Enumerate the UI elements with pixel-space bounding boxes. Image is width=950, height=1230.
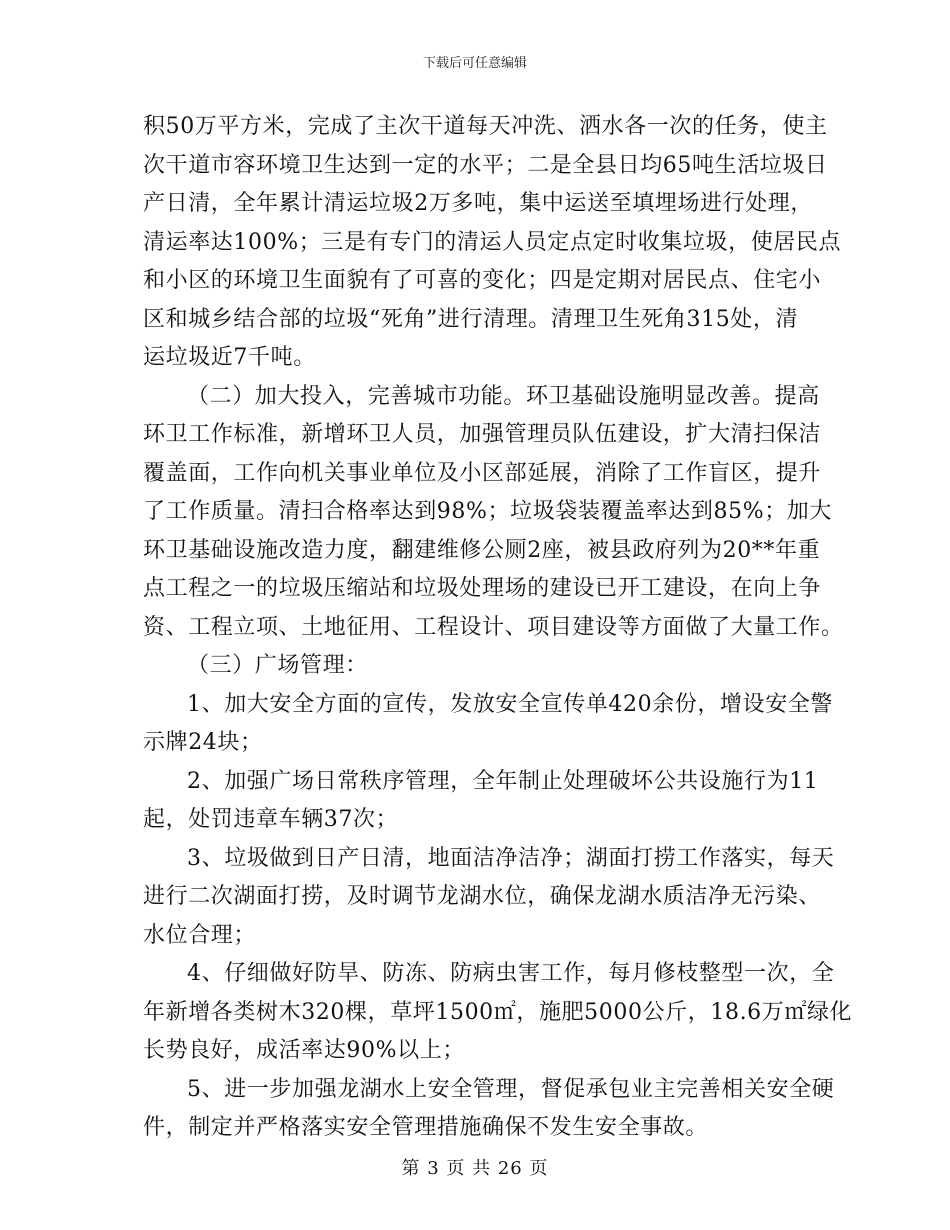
page-footer: 第 3 页 共 26 页 (401, 1158, 549, 1179)
list-item-5: 5、进一步加强龙湖水上安全管理，督促承包业主完善相关安全硬 (187, 1076, 835, 1102)
body-line: 点工程之一的垃圾压缩站和垃圾处理场的建设已开工建设，在向上争 (143, 576, 822, 601)
page-header: 下载后可任意编辑 (422, 56, 527, 71)
body-line: 环卫工作标准，新增环卫人员，加强管理员队伍建设，扩大清扫保洁 (143, 422, 822, 447)
body-line: 示牌24块； (143, 730, 263, 755)
document-body (143, 108, 853, 1148)
body-line: 起，处罚违章车辆37次； (143, 807, 399, 832)
body-line: 环卫基础设施改造力度，翻建维修公厕2座，被县政府列为20**年重 (143, 537, 821, 563)
body-line: 运垃圾近7千吨。 (143, 345, 316, 370)
section-heading-2: （二）加大投入，完善城市功能。环卫基础设施明显改善。提高 (187, 383, 820, 409)
list-item-1: 1、加大安全方面的宣传，发放安全宣传单420余份，增设安全警 (187, 691, 833, 717)
body-line: 资、工程立项、土地征用、工程设计、项目建设等方面做了大量工作。 (143, 614, 844, 640)
body-line: 了工作质量。清扫合格率达到98%；垃圾袋装覆盖率达到85%；加大 (143, 499, 832, 524)
body-line: 长势良好，成活率达90%以上； (143, 1038, 465, 1063)
body-line: 区和城乡结合部的垃圾“死角”进行清理。清理卫生死角315处，清 (143, 306, 799, 332)
body-line: 积50万平方米，完成了主次干道每天冲洗、洒水各一次的任务，使主 (143, 114, 828, 139)
section-heading-3: （三）广场管理： (187, 653, 368, 678)
body-line: 覆盖面，工作向机关事业单位及小区部延展，消除了工作盲区，提升 (143, 460, 822, 486)
list-item-2: 2、加强广场日常秩序管理，全年制止处理破坏公共设施行为11 (187, 768, 819, 794)
body-line: 水位合理； (143, 922, 257, 948)
body-line: 年新增各类树木320棵，草坪1500㎡，施肥5000公斤，18.6万㎡绿化 (143, 999, 853, 1025)
list-item-3: 3、垃圾做到日产日清，地面洁净洁净；湖面打捞工作落实，每天 (187, 845, 835, 871)
body-line: 清运率达100%；三是有专门的清运人员定点定时收集垃圾，使居民点 (143, 229, 842, 255)
body-line: 进行二次湖面打捞，及时调节龙湖水位，确保龙湖水质洁净无污染、 (143, 884, 822, 909)
body-line: 和小区的环境卫生面貌有了可喜的变化；四是定期对居民点、住宅小 (143, 268, 822, 293)
list-item-4: 4、仔细做好防旱、防冻、防病虫害工作，每月修枝整型一次，全 (187, 961, 835, 986)
body-line: 次干道市容环境卫生达到一定的水平；二是全县日均65吨生活垃圾日 (143, 152, 828, 178)
body-line: 产日清，全年累计清运垃圾2万多吨，集中运送至填埋场进行处理， (143, 191, 813, 216)
body-line: 件，制定并严格落实安全管理措施确保不发生安全事故。 (143, 1115, 709, 1140)
